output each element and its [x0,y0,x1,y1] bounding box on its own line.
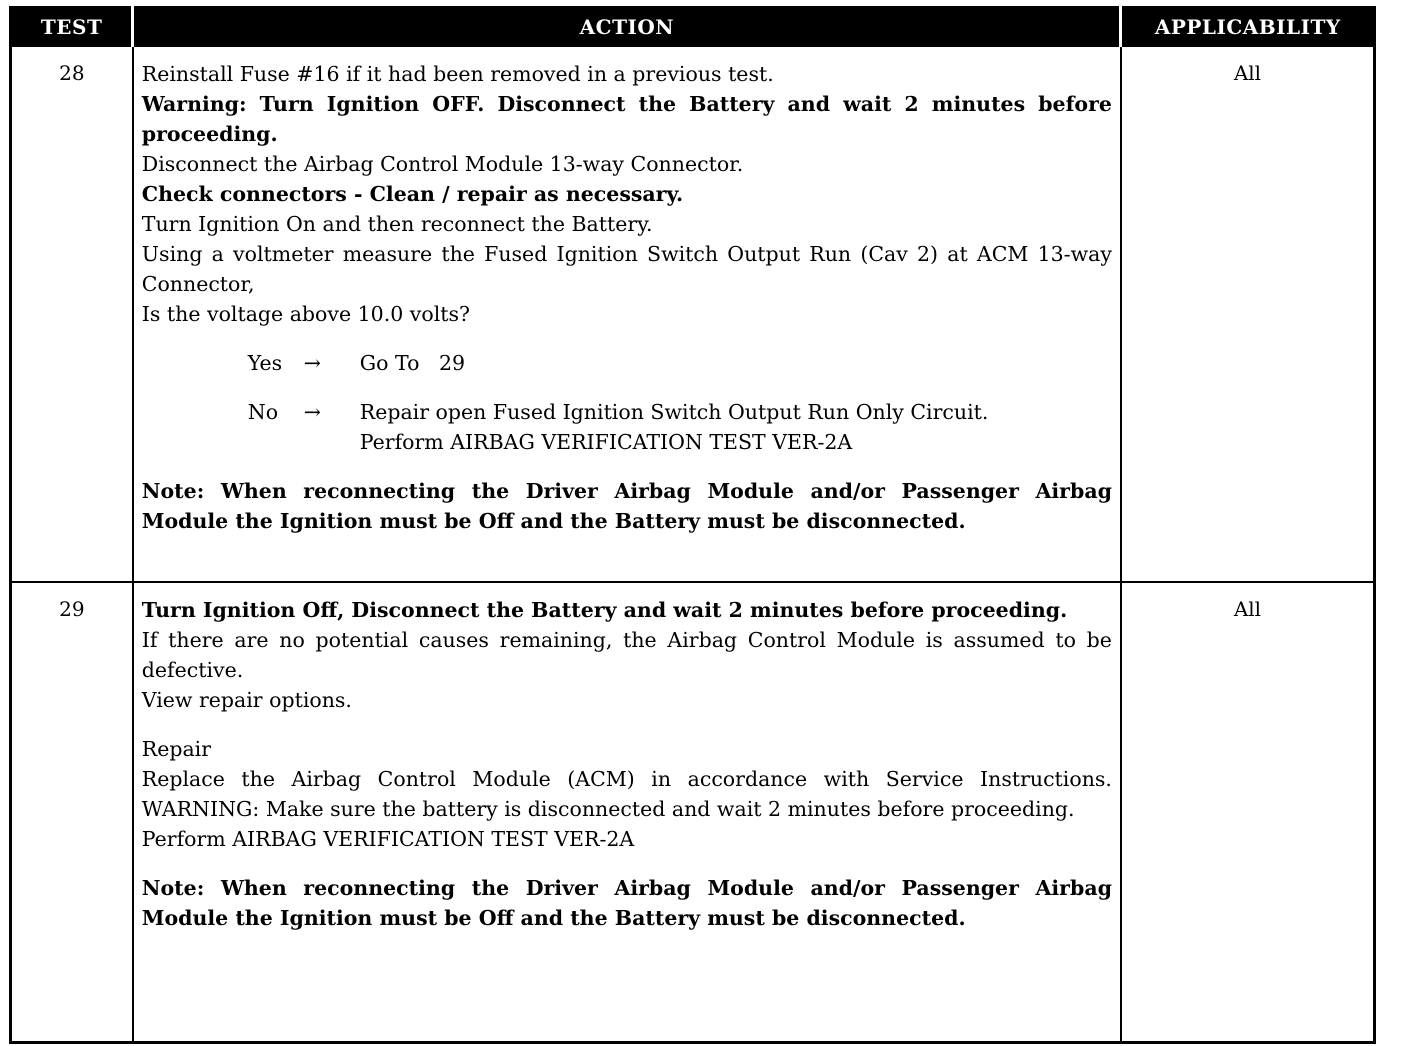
choice-result-line: Repair open Fused Ignition Switch Output Run Only Circuit. [359,400,989,424]
applicability-value: All [1121,582,1375,1043]
header-action: ACTION [133,8,1121,47]
diagnostic-test-table [9,6,1376,1044]
header-test: TEST [11,8,133,47]
applicability-value: All [1121,46,1375,582]
action-cell [133,46,1121,582]
choice-result-line: Perform AIRBAG VERIFICATION TEST VER-2A [359,430,853,454]
choice-label: Yes [247,351,283,375]
repair-title: Repair [141,737,212,761]
action-cell [133,582,1121,1043]
arrow-right-icon: → [303,400,321,424]
action-step: Turn Ignition On and then reconnect the Battery. [141,212,653,236]
check-connectors-text: Check connectors - Clean / repair as necessary. [141,182,684,206]
action-step: If there are no potential causes remaining, the Airbag Control Module is assumed to be defective. [141,628,1112,682]
choice-result: Go To 29 [359,351,466,375]
header-row [11,8,1375,47]
choice-result [360,397,1112,457]
choice-label: No [247,400,279,424]
test-row-28 [11,46,1375,582]
warning-text: Warning: Turn Ignition OFF. Disconnect the Battery and wait 2 minutes before proceeding. [141,92,1112,146]
test-number: 28 [11,46,133,582]
question-text: Is the voltage above 10.0 volts? [141,302,471,326]
note-text: Note: When reconnecting the Driver Airbag Module and/or Passenger Airbag Module the Ignition must be Off and the Battery must be disconnected. [141,479,1112,533]
action-step: Using a voltmeter measure the Fused Ignition Switch Output Run (Cav 2) at ACM 13-way Connector, [141,242,1112,296]
note-text: Note: When reconnecting the Driver Airbag Module and/or Passenger Airbag Module the Ignition must be Off and the Battery must be disconnected. [141,876,1112,930]
action-step: Disconnect the Airbag Control Module 13-way Connector. [141,152,744,176]
action-step: Reinstall Fuse #16 if it had been removed in a previous test. [141,62,774,86]
choice-no [248,397,1112,457]
choice-yes [248,348,1112,378]
test-number: 29 [11,582,133,1043]
warning-text: Turn Ignition Off, Disconnect the Battery and wait 2 minutes before proceeding. [141,598,1068,622]
arrow-right-icon: → [303,351,321,375]
repair-text: Replace the Airbag Control Module (ACM) in accordance with Service Instructions. WARNING: Make sure the battery is disconnected and wait 2 minutes before proceeding. [141,767,1112,821]
header-applicability: APPLICABILITY [1121,8,1375,47]
test-row-29 [11,582,1375,1043]
test-grid [9,6,1376,1044]
action-step: View repair options. [141,688,352,712]
repair-verify: Perform AIRBAG VERIFICATION TEST VER-2A [141,827,635,851]
